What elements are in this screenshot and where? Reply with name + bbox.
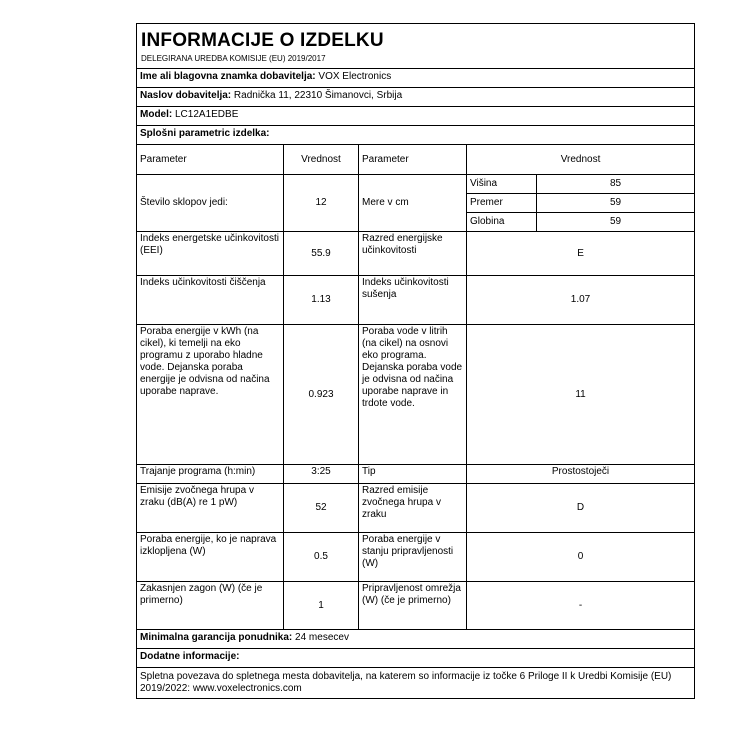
product-information-sheet xyxy=(136,23,694,699)
column-header-row xyxy=(137,145,695,175)
type-label: Tip xyxy=(359,465,467,484)
energy-class-value: E xyxy=(467,232,695,276)
warranty-value: 24 mesecev xyxy=(295,632,349,643)
standby-value: 0 xyxy=(467,533,695,582)
standby-label: Poraba energije v stanju pripravljenosti (W) xyxy=(359,533,467,582)
warranty-label: Minimalna garancija ponudnika: xyxy=(140,632,293,643)
supplier-name-row xyxy=(137,69,695,88)
table-row xyxy=(137,465,695,484)
type-value: Prostostoječi xyxy=(467,465,695,484)
cleaning-index-value: 1.13 xyxy=(284,276,359,325)
noise-emission-value: 52 xyxy=(284,484,359,533)
noise-emission-label: Emisije zvočnega hrupa v zraku (dB(A) re 1 pW) xyxy=(137,484,284,533)
section-title-row xyxy=(137,126,695,145)
network-standby-value: - xyxy=(467,582,695,630)
supplier-address-value: Radnička 11, 22310 Šimanovci, Srbija xyxy=(233,90,403,101)
width-value: 59 xyxy=(537,194,695,213)
energy-consumption-value: 0.923 xyxy=(284,325,359,465)
table-row xyxy=(137,276,695,325)
supplier-name-label: Ime ali blagovna znamka dobavitelja: xyxy=(140,71,316,82)
table-row xyxy=(137,232,695,276)
place-settings-value: 12 xyxy=(284,175,359,232)
model-row xyxy=(137,107,695,126)
model-label: Model: xyxy=(140,109,173,120)
drying-index-label: Indeks učinkovitosti sušenja xyxy=(359,276,467,325)
eei-value: 55.9 xyxy=(284,232,359,276)
table-row xyxy=(137,582,695,630)
table-row xyxy=(137,325,695,465)
section-title: Splošni parametric izdelka: xyxy=(140,128,270,139)
delay-start-label: Zakasnjen zagon (W) (če je primerno) xyxy=(137,582,284,630)
height-value: 85 xyxy=(537,175,695,194)
off-mode-value: 0.5 xyxy=(284,533,359,582)
product-info-table xyxy=(136,23,695,699)
footer-row xyxy=(137,668,695,699)
program-duration-value: 3:25 xyxy=(284,465,359,484)
network-standby-label: Pripravljenost omrežja (W) (če je primerno) xyxy=(359,582,467,630)
eei-label: Indeks energetske učinkovitosti (EEI) xyxy=(137,232,284,276)
water-consumption-label: Poraba vode v litrih (na cikel) na osnovi eko programa. Dejanska poraba vode je odvisna od načina uporabe naprave in trdote vode. xyxy=(359,325,467,465)
header-row xyxy=(137,24,695,69)
delay-start-value: 1 xyxy=(284,582,359,630)
column-header-value-2: Vrednost xyxy=(467,145,695,175)
supplier-address-label: Naslov dobavitelja: xyxy=(140,90,232,101)
page-title: INFORMACIJE O IZDELKU xyxy=(141,30,384,51)
drying-index-value: 1.07 xyxy=(467,276,695,325)
column-header-parameter-2: Parameter xyxy=(359,145,467,175)
column-header-value: Vrednost xyxy=(284,145,359,175)
place-settings-label: Število sklopov jedi: xyxy=(137,175,284,232)
additional-info-label: Dodatne informacije: xyxy=(140,651,240,662)
dimensions-label: Mere v cm xyxy=(359,175,467,232)
width-label: Premer xyxy=(467,194,537,213)
column-header-parameter: Parameter xyxy=(137,145,284,175)
model-value: LC12A1EDBE xyxy=(175,109,239,120)
noise-class-value: D xyxy=(467,484,695,533)
supplier-address-row xyxy=(137,88,695,107)
water-consumption-value: 11 xyxy=(467,325,695,465)
cleaning-index-label: Indeks učinkovitosti čiščenja xyxy=(137,276,284,325)
additional-info-row xyxy=(137,649,695,668)
supplier-name-value: VOX Electronics xyxy=(318,71,392,82)
energy-class-label: Razred energijske učinkovitosti xyxy=(359,232,467,276)
depth-label: Globina xyxy=(467,213,537,232)
table-row xyxy=(137,484,695,533)
off-mode-label: Poraba energije, ko je naprava izklopljena (W) xyxy=(137,533,284,582)
table-row xyxy=(137,175,695,194)
header-cell xyxy=(137,24,695,69)
height-label: Višina xyxy=(467,175,537,194)
regulation-subtitle: DELEGIRANA UREDBA KOMISIJE (EU) 2019/2017 xyxy=(141,54,326,63)
noise-class-label: Razred emisije zvočnega hrupa v zraku xyxy=(359,484,467,533)
depth-value: 59 xyxy=(537,213,695,232)
energy-consumption-label: Poraba energije v kWh (na cikel), ki temelji na eko programu z uporabo hladne vode. Dejanska poraba energije je odvisna od načina uporabe naprave. xyxy=(137,325,284,465)
program-duration-label: Trajanje programa (h:min) xyxy=(137,465,284,484)
supplier-website-note: Spletna povezava do spletnega mesta dobavitelja, na katerem so informacije iz točke 6 Priloge II k Uredbi Komisije (EU) 2019/2022: www.voxelectronics.com xyxy=(137,668,695,699)
warranty-row xyxy=(137,630,695,649)
table-row xyxy=(137,533,695,582)
